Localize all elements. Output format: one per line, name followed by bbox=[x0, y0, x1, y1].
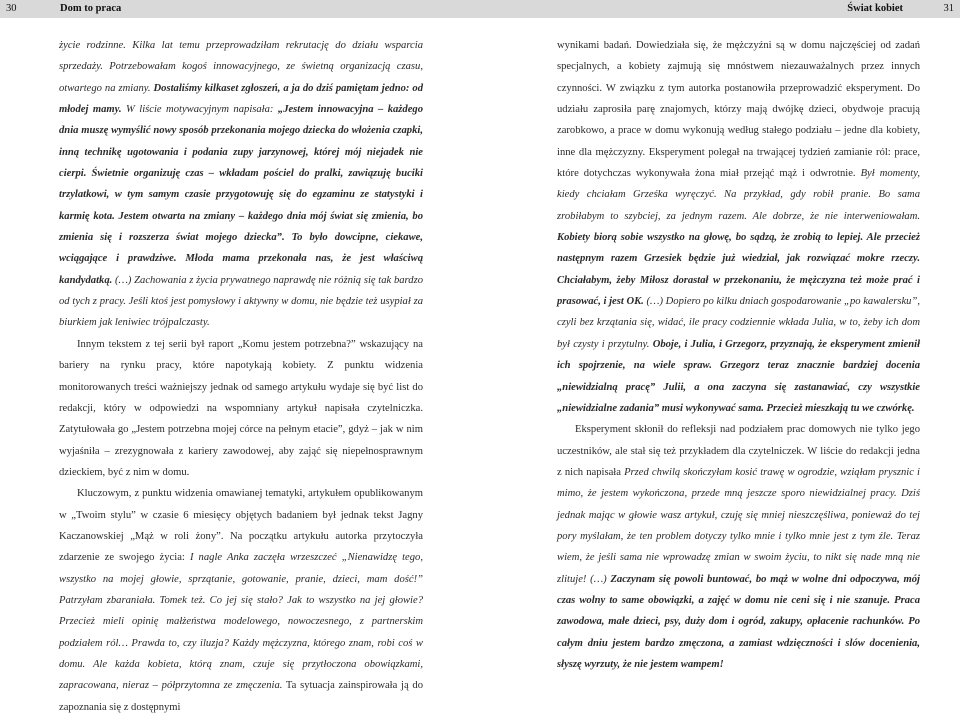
text-run: (…) Zachowania z życia prywatnego naprawdę nie różnią się tak bardzo od tych z pracy. Jeśli ktoś jest pomysłowy i aktywny w domu, nie będzie też usypiał za biurkiem jak leniwiec trójpalczasty. bbox=[59, 274, 423, 329]
text-run: Ta sytuacja zainspirowała ją do zapoznania się z dostępnymi bbox=[59, 680, 423, 713]
running-title: Dom to praca bbox=[60, 3, 122, 14]
page-number: 30 bbox=[6, 3, 17, 14]
text-run: wynikami badań. Dowiedziała się, że mężczyźni są w domu najczęściej od zadań specjalnych, a kobiety zajmują się mnóstwem niezauważalnych przez innych czynności. W związku z tym autorka postanowiła przeprowadzić eksperyment. Do udziału zaprosiła parę znajomych, którzy mają dwójkę dzieci, obydwoje pracują zarobkowo, a prace w domu wykonują według stałego podziału – jedne dla kobiety, inne dla mężczyzny. Eksperyment polegał na trwającej tydzień zamianie ról: prace, które dotychczas wykonywała żona miał przejąć mąż i odwrotnie. bbox=[557, 40, 920, 180]
running-title: Świat kobiet bbox=[847, 3, 903, 14]
page-number: 31 bbox=[943, 3, 954, 14]
text-run: I nagle Anka zaczęła wrzeszczeć „Nienawidzę tego, wszystko na mojej głowie, sprzątanie, gotowanie, pranie, dzieci, mam dość!” Patrzyłam zbaraniała. Tomek też. Co jej się stało? Jak to wszystko na jej głowie? Przecież mieli opinię małżeństwa modelowego, nowoczesnego, z partnerskim podziałem ról… Prawda to, czy iluzja? Każdy mężczyzna, którego znam, robi coś w domu. Ale każda kobieta, którą znam, czuje się przytłoczona obowiązkami, zapracowana, nieraz – półprzytomna ze zmęczenia. bbox=[59, 552, 423, 692]
text-run: Kobiety biorą sobie wszystko na głowę, bo sądzą, że zrobią to lepiej. Ale przecież następnym razem Grzesiek będzie już wiedział, jak rozwiązać mokre rzeczy. Chciałabym, żeby Miłosz dorastał w przekonaniu, że mężczyzna też może prać i prasować, i jest OK. bbox=[557, 232, 920, 308]
text-run: Przed chwilą skończyłam kosić trawę w ogrodzie, wziąłam prysznic i mimo, że jestem wykończona, przede mną jeszcze sporo niewidzialnej pracy. Dziś jednak mając w głowie wasz artykuł, czuję się mniej nieszczęśliwa, ponieważ do tej pory myślałam, że ten problem dotyczy tylko mnie i tylko mnie jest z tym źle. Teraz wiem, że jeśli sama nie wprowadzę zmian w swoim życiu, to nikt się nade mną nie zlituje! (…) bbox=[557, 466, 920, 585]
paragraph bbox=[59, 483, 423, 718]
left-page bbox=[0, 0, 480, 713]
text-run: W liście motywacyjnym napisała: bbox=[121, 104, 278, 116]
paragraph bbox=[59, 334, 423, 483]
text-run: Oboje, i Julia, i Grzegorz, przyznają, że eksperyment zmienił ich spojrzenie, na wiele spraw. Grzegorz teraz znacznie bardziej docenia „niewidzialną pracę” Julii, a ona zaczyna się zastanawiać, czy wszystkie „niewidzialne zadania” musi wykonywać sama. Przecież mieszkają tu we czwórkę. bbox=[557, 338, 921, 414]
text-column bbox=[557, 35, 920, 675]
text-run: Eksperyment skłonił do refleksji nad podziałem prac domowych nie tylko jego uczestników, ale stał się też przykładem dla czytelniczek. W liście do redakcji jedna z nich napisała bbox=[557, 424, 920, 478]
page-header bbox=[0, 0, 480, 18]
text-run: Kluczowym, z punktu widzenia omawianej tematyki, artykułem opublikowanym w „Twoim stylu” w czasie 6 miesięcy objętych badaniem był jednak tekst Jagny Kaczanowskiej „Mąż w roli żony”. Na początku artykułu autorka przytoczyła zdarzenie ze swojego życia: bbox=[59, 488, 423, 564]
text-run: (…) Dopiero po kilku dniach gospodarowanie „po kawalersku”, czyli bez krzątania się, widać, ile pracy codziennie wkłada Julia, w to, żeby ich dom był czysty i przytulny. bbox=[557, 296, 920, 350]
text-run: Innym tekstem z tej serii był raport „Komu jestem potrzebna?” wskazujący na bariery na rynku pracy, które napotykają kobiety. Z punktu widzenia monitorowanych treści ważniejszy jednak od samego artykułu wydaje się być list do redakcji, który w odpowiedzi na wspomniany artykuł napisała czytelniczka. Zatytułowała go „Jestem potrzebna mojej córce na pełnym etacie”, gdyż – jak w nim wyjaśniła – zrezygnowała z kariery zawodowej, aby zająć się niepełnosprawnym dzieckiem, być z nim w domu. bbox=[59, 338, 423, 478]
text-run: Był momenty, kiedy chciałam Grześka wyręczyć. Na przykład, gdy robił pranie. Bo sama zrobiłabym to szybciej, za jednym razem. Ale dobrze, że nie interweniowałam. bbox=[557, 168, 921, 222]
page-header bbox=[480, 0, 960, 18]
paragraph bbox=[59, 35, 423, 334]
text-run: „Jestem innowacyjna – każdego dnia muszę wymyślić nowy sposób przekonania mojego dziecka do włożenia czapki, inną technikę ugotowania i podania zupy jarzynowej, której mój niejadek nie cierpi. Świetnie organizuję czas – wkładam pościel do pralki, zawiązuję buciki trzylatkowi, w tym samym czasie przygotowuję się do egzaminu ze statystyki i karmię kota. Jestem otwarta na zmiany – każdego dnia mój świat się zmienia, bo zmienia się i rozszerza świat mojego dziecka”. To było dowcipne, ciekawe, wciągające i prawdziwe. Młoda mama przekonała nas, że jest właściwą kandydatką. bbox=[59, 104, 424, 286]
text-run: Dostaliśmy kilkaset zgłoszeń, a ja do dziś pamiętam jedno: od młodej mamy. bbox=[59, 82, 423, 116]
right-page bbox=[480, 0, 960, 674]
text-column bbox=[59, 35, 423, 718]
paragraph bbox=[557, 35, 920, 419]
paragraph bbox=[557, 419, 920, 675]
text-run: Zaczynam się powoli buntować, bo mąż w wolne dni odpoczywa, mój czas wolny to same obowiązki, a zajęć w domu nie ceni się i nie szanuje. Praca zawodowa, małe dzieci, psy, duży dom i ogród, zakupy, opłacenie rachunków. Po całym dniu jestem bardzo zmęczona, a zamiast wdzięczności i slów docenienia, słyszę wyrzuty, że nie jestem wampem! bbox=[557, 573, 920, 670]
text-run: życie rodzinne. Kilka lat temu przeprowadziłam rekrutację do działu wsparcia sprzedaży. Potrzebowałam kogoś innowacyjnego, ze świetną organizacją czasu, otwartego na zmiany. bbox=[59, 40, 423, 94]
